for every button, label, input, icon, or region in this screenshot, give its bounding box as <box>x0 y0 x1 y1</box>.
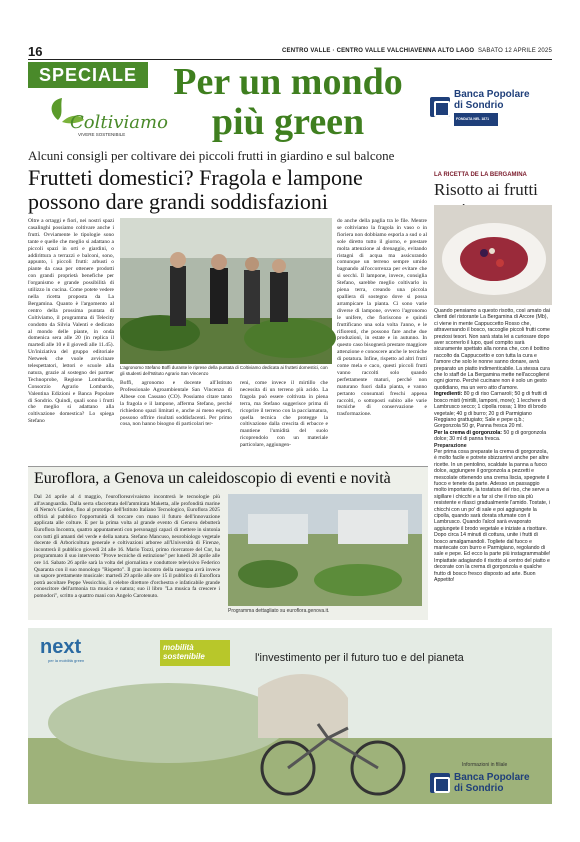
recipe-title: Risotto ai frutti <box>434 180 538 199</box>
article-column-4: do anche della paglia tra le file. Mentre se coltiviamo la fragola in vaso o in fioriera non dobbiamo esporla a sud o al sole diretto tutto il giorno, e prestare molta attenzione al drenaggio, evitando ristagni di acqua ma assicurando comunque un terreno sempre umido bagnando all'occorrenza per evitare che si secchi. Il lampone, invece, consiglia Stefano, sarebbe meglio coltivarlo in piena terra, creando una piccola spalliera di sostegno dove si possa arrampicare la pianta. Ci sono varie diverse di lampone, ovvero l'agronomo le unifere, che fioriscono e quindi fruttificano una sola volta l'anno, e le rifiorenti, che possono fare anche due produzioni, in estate e in autunno. In questo caso bisognerà prestare maggiore attenzione e conoscere anche le tecniche di potatura. Infine, rispetto ad altri frutti come mela e caco, questi piccoli frutti vanno raccolti solo quando perfettamente maturi, perché non maturano fuori dalla pianta, e vanno pertanto consumati freschi appena raccolti, o sottoposti subito alle varie tecniche di conservazione e trasformazione. <box>337 218 427 418</box>
risotto-dish-icon <box>434 205 552 305</box>
recipe-cream: 50 g di gorgonzola dolce; 30 ml di panna fresca. <box>434 429 547 443</box>
ad-brand: next <box>40 636 82 658</box>
page-title: Per un mondo più green <box>173 61 403 143</box>
ad-mobility-1: mobilità <box>163 643 194 652</box>
bank-name-2: di Sondrio <box>454 99 504 111</box>
bank-icon <box>430 97 450 117</box>
recipe-body <box>434 308 552 620</box>
bank-tag: FONDATA NEL 1871 <box>454 113 498 126</box>
ad-bank-2: di Sondrio <box>454 783 504 794</box>
page-number: 16 <box>28 44 43 59</box>
euroflora-text: Dal 24 aprile al 4 maggio, l'eurofloreavivaismo incontrerà le tecnologie più all'avanguardia. Dalla serra sfaccettata dell'ammirata Maketta, alle profondità marine di Nemo's Garden, fino al prototipo dell'Istituto Italiano Tecnologico, Euroflora 2025 offrirà al pubblico l'opportunità di toccare con mano il futuro dell'innovazione applicata alle colture. E per la prima volta al grande evento di Genova debutterà Euroflora Incontra, quattro appuntamenti con personaggi capaci di mettere in sintonia con tutti gli amanti del verde e della natura. Stefano Mancuso, neurobiologo vegetale docente di Arboricoltura generale e coltivazioni arboree all'Università di Firenze, incontrerà il pubblico giovedì 24 alle 16. Mario Tozzi, primo ricercatore del Cnr, ha programmato il suo intervento "Prove tecniche di estinzione" per lunedì 28 aprile alle ore 14. Sabato 26 aprile sarà la volta del giornalista e conduttore televisivo Federico Quaranta con il suo monologo "Rispetto". Il gran incontro della rassegna avrà invece un sapore prettamente musicale: martedì 29 aprile alle ore 15 il pubblico di Euroflora potrà ascoltare Peppe Vessicchio, il celebre direttore d'orchestra e infaticabile grande conoscitore dell'armonia tra musica e natura; suo il libro "La musica fa crescere i pomodori", scritto a quattro mani con Angelo Carotenuto. <box>34 494 220 599</box>
article-photo <box>120 218 332 364</box>
recipe-prep: Per prima cosa preparate la crema di gorgonzola, è molto facile e potrete sbizzarrirvi anche per altre ricette. In un pentolino, scaldate la panna a fuoco dolce, aggiungere il gorgonzola a pezzetti e mescolate ottenendo una crema liscia, spegnete il fuoco e tenete da parte. Adesso un passaggio molto importante, la tostatura del riso, che serve a sigillare i chicchi e a far sì che il riso sia più resistente e rilasci gradualmente l'amido. Tostate, i chicchi con un po' di sale e poi aggiungete la cipolla, quando sarà dorata sfumate con il Lambrusco. Quando l'alcol sarà evaporato aggiungete il brodo vegetale e iniziate a risottare. Dopo circa 14 minuti di cottura, unite i frutti di bosco amalgamandoli. Togliete dal fuoco e mantecate con burro e Parmigiano, regolando di sale e pepe. Ed ecco la parte più instagrammabile! Impiattate adagiando il risotto al centro del piatto e decorate con la crema di gorgonzola e qualche frutto di bosco fresco disposto ad arte. Buon Appetito! <box>434 448 551 584</box>
ingredients-label: Ingredienti: <box>434 391 463 398</box>
ad-info: Informazioni in filiale <box>462 762 508 768</box>
logo-tagline: VIVERE SOSTENIBILE <box>78 132 126 137</box>
euroflora-title: Euroflora, a Genova un caleidoscopio di eventi e novità <box>34 470 391 487</box>
edition-header <box>282 48 552 54</box>
article-column-3: reni, come invece il mirtillo che necessita di un terreno più acido. La fragola può essere coltivata in piena terra, ma Stefano suggerisce prima di ricoprire il terreno con la pacciamatura, quella tecnica che protegge la coltivazione dalla crescita di erbacce e mantiene l'umidità del suolo ricoprendolo con un materiale particolare, aggiungen- <box>240 380 328 449</box>
edition-date: SABATO 12 APRILE 2025 <box>477 48 552 54</box>
ad-bank-1: Banca Popolare <box>454 772 530 783</box>
prep-label: Preparazione <box>434 442 467 449</box>
article-headline: Frutteti domestici? Fragola e lampone possono dare grandi soddisfazioni <box>28 165 363 214</box>
recipe-label: LA RICETTA DE LA BERGAMINA <box>434 172 527 178</box>
photo-caption: L'agronomo Stefano Boffi durante le riprese della puntata di Coltiviamo dedicata ai frutteti domestici, con gli studenti dell'Istituto Agrario San Vincenzo <box>120 365 328 376</box>
edition-name: CENTRO VALLE · CENTRO VALLE VALCHIAVENNA ALTO LAGO <box>282 48 475 54</box>
recipe-ingredients: 80 g di riso Carnaroli; 50 g di frutti di bosco misti (mirtilli, lamponi, more); 1 lecchere di Lambrusco secco; 1 cipolla rossa; 1 litro di brodo vegetale; 40 g di burro; 20 g di Parmigiano Reggiano grattugiato; Sale e pepe q.b.; Gorgonzola 50 gr, Panna fresca 20 ml. <box>434 391 548 430</box>
article-subtitle: Alcuni consigli per coltivare dei piccoli frutti in giardino e sul balcone <box>28 148 395 163</box>
bank-name-1: Banca Popolare <box>454 88 530 100</box>
logo-text: Coltiviamo <box>70 112 168 133</box>
header-rule <box>28 59 552 60</box>
ad-tagline: l'investimento per il futuro tuo e del pianeta <box>255 652 464 664</box>
speciale-badge: SPECIALE <box>28 62 148 88</box>
greenhouse-photo-icon <box>120 218 332 364</box>
ad-bank-logo <box>430 772 540 794</box>
ad-mobility-badge <box>160 640 230 666</box>
bank-logo <box>430 86 550 128</box>
ad-brand-sub: per la mobilità green <box>48 658 85 663</box>
cream-label: Per la crema di gorgonzola: <box>434 429 503 436</box>
garden-photo-icon <box>228 494 422 606</box>
recipe-intro: Quando pensiamo a questo risotto, così amato dai clienti del ristorante La Bergamina di Arcore (Mb), ci viene in mente Cappuccetto Rosso che, attraversando il bosco, raccoglie piccoli frutti come preziosi tesori. Non sarà stata lei a curiosare dopo aver scorrerlo il lupo, quel compito sarà sicuramente spettato alla nonna che, con il bottino raccolto da Cappuccetto e con tutta la cura e l'amore che solo le nonne sanno donare, avrà preparato un piatto indimenticabile. La stessa cura che lo staff de La Bergamina mette nell'accogliervi ogni giorno. Perché cucinare non è solo un gesto quotidiano, ma un vero atto d'amore. <box>434 308 550 391</box>
recipe-photo <box>434 205 552 305</box>
euroflora-caption: Programma dettagliato su euroflora.genova.it. <box>228 608 330 614</box>
article-column-1: Oltre a ortaggi e fiori, nei nostri spazi casalinghi possiamo coltivare anche i frutti. Ovviamente le tipologie sono tante e quelle che meglio si adattano a piccoli spazi in orti e giardini, o addirittura a terrazzi e balconi, sono, appunto, i piccoli frutti: arbusti o piante da casa per ottenere prodotti con grandi proprietà benefiche per l'organismo e grande possibilità di utilizzo in cucina. Come potete vedere nella ricetta proposta da La Bergamina. Quanto è l'argomento al centro della prossima puntata di Coltiviamo, il programma di Telecity condotto da Silvia Valenti e dedicato al mondo delle piante, in onda domenica sera alle 20 (in replica il martedì alle 10 e il giovedì alle 11.45). Un'iniziativa del gruppo editoriale Netweek che vuole avvicinare telespettatori, lettori e scuole alla natura, grazie al sostegno dei partner Technoprobe, Regione Lombardia, Consorzio Agrario Lombardo, Valentina Edizioni e Banca Popolare di Sondrio. Quindi, quali sono i frutti che meglio si adattano alla coltivazione domestica? Lo spiega Stefano <box>28 218 114 425</box>
ad-mobility-2: sostenibile <box>163 652 205 661</box>
article-column-2: Boffi, agronomo e docente all'Istituto Professionale Agroambientale San Vincenzo di Albese con Cassano (CO). Possiamo citare tanto la fragola e il lampone, afferma Stefano, perché richiedono spazi limitati e, anche ai meno esperti, possono offrire risultati soddisfacenti. Per primo cosa, non hanno bisogno di particolari ter- <box>120 380 232 428</box>
euroflora-photo <box>228 494 422 606</box>
ad-bank-icon <box>430 773 450 793</box>
